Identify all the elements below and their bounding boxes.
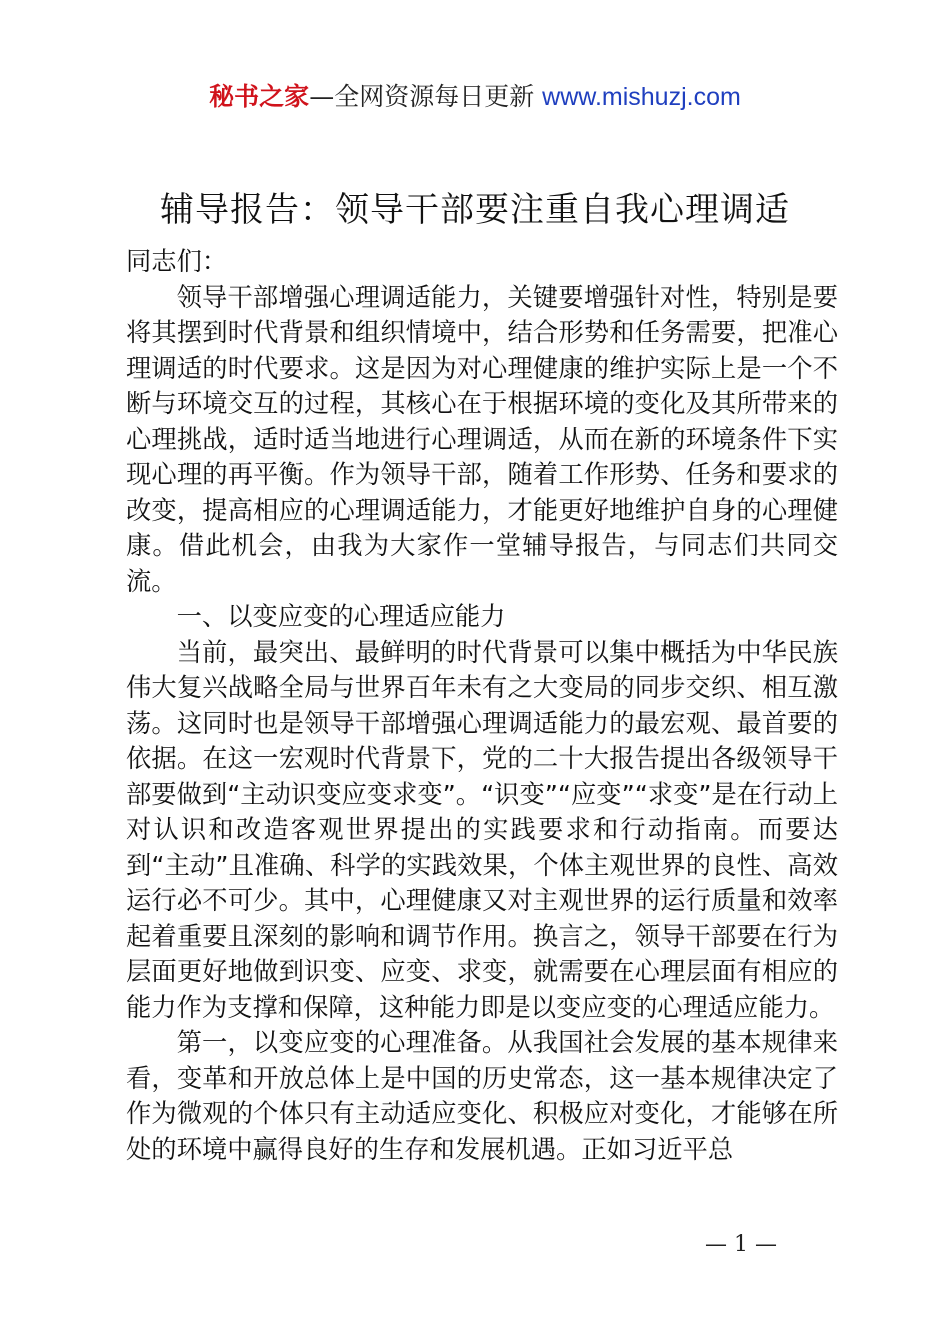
- section-heading-1: 一、以变应变的心理适应能力: [176, 602, 506, 631]
- site-tagline: —全网资源每日更新: [309, 82, 535, 111]
- site-brand: 秘书之家: [209, 82, 310, 111]
- document-body: [126, 244, 838, 1167]
- paragraph-intro: 领导干部增强心理调适能力，关键要增强针对性，特别是要将其摆到时代背景和组织情境中，结合形势和任务需要，把准心理调适的时代要求。这是因为对心理健康的维护实际上是一个不断与环境交互的过程，其核心在于根据环境的变化及其所带来的心理挑战，适时适当地进行心理调适，从而在新的环境条件下实现心理的再平衡。作为领导干部，随着工作形势、任务和要求的改变，提高相应的心理调适能力，才能更好地维护自身的心理健康。借此机会，由我为大家作一堂辅导报告，与同志们共同交流。: [126, 282, 838, 596]
- paragraph-first-point: 第一，以变应变的心理准备。从我国社会发展的基本规律来看，变革和开放总体上是中国的历史常态，这一基本规律决定了作为微观的个体只有主动适应变化、积极应对变化，才能够在所处的环境中赢得良好的生存和发展机遇。正如习近平总: [126, 1028, 838, 1164]
- site-banner: [0, 80, 950, 114]
- greeting: 同志们：: [126, 247, 228, 276]
- document-title: 辅导报告：领导干部要注重自我心理调适: [160, 190, 790, 230]
- site-url-link[interactable]: www.mishuzj.com: [542, 83, 741, 111]
- page-number: — 1 —: [705, 1232, 777, 1257]
- paragraph-context: 当前，最突出、最鲜明的时代背景可以集中概括为中华民族伟大复兴战略全局与世界百年未有之大变局的同步交织、相互激荡。这同时也是领导干部增强心理调适能力的最宏观、最首要的依据。在这一宏观时代背景下，党的二十大报告提出各级领导干部要做到“主动识变应变求变”。“识变”“应变”“求变”是在行动上对认识和改造客观世界提出的实践要求和行动指南。而要达到“主动”且准确、科学的实践效果，个体主观世界的良性、高效运行必不可少。其中，心理健康又对主观世界的运行质量和效率起着重要且深刻的影响和调节作用。换言之，领导干部要在行为层面更好地做到识变、应变、求变，就需要在心理层面有相应的能力作为支撑和保障，这种能力即是以变应变的心理适应能力。: [126, 637, 838, 1022]
